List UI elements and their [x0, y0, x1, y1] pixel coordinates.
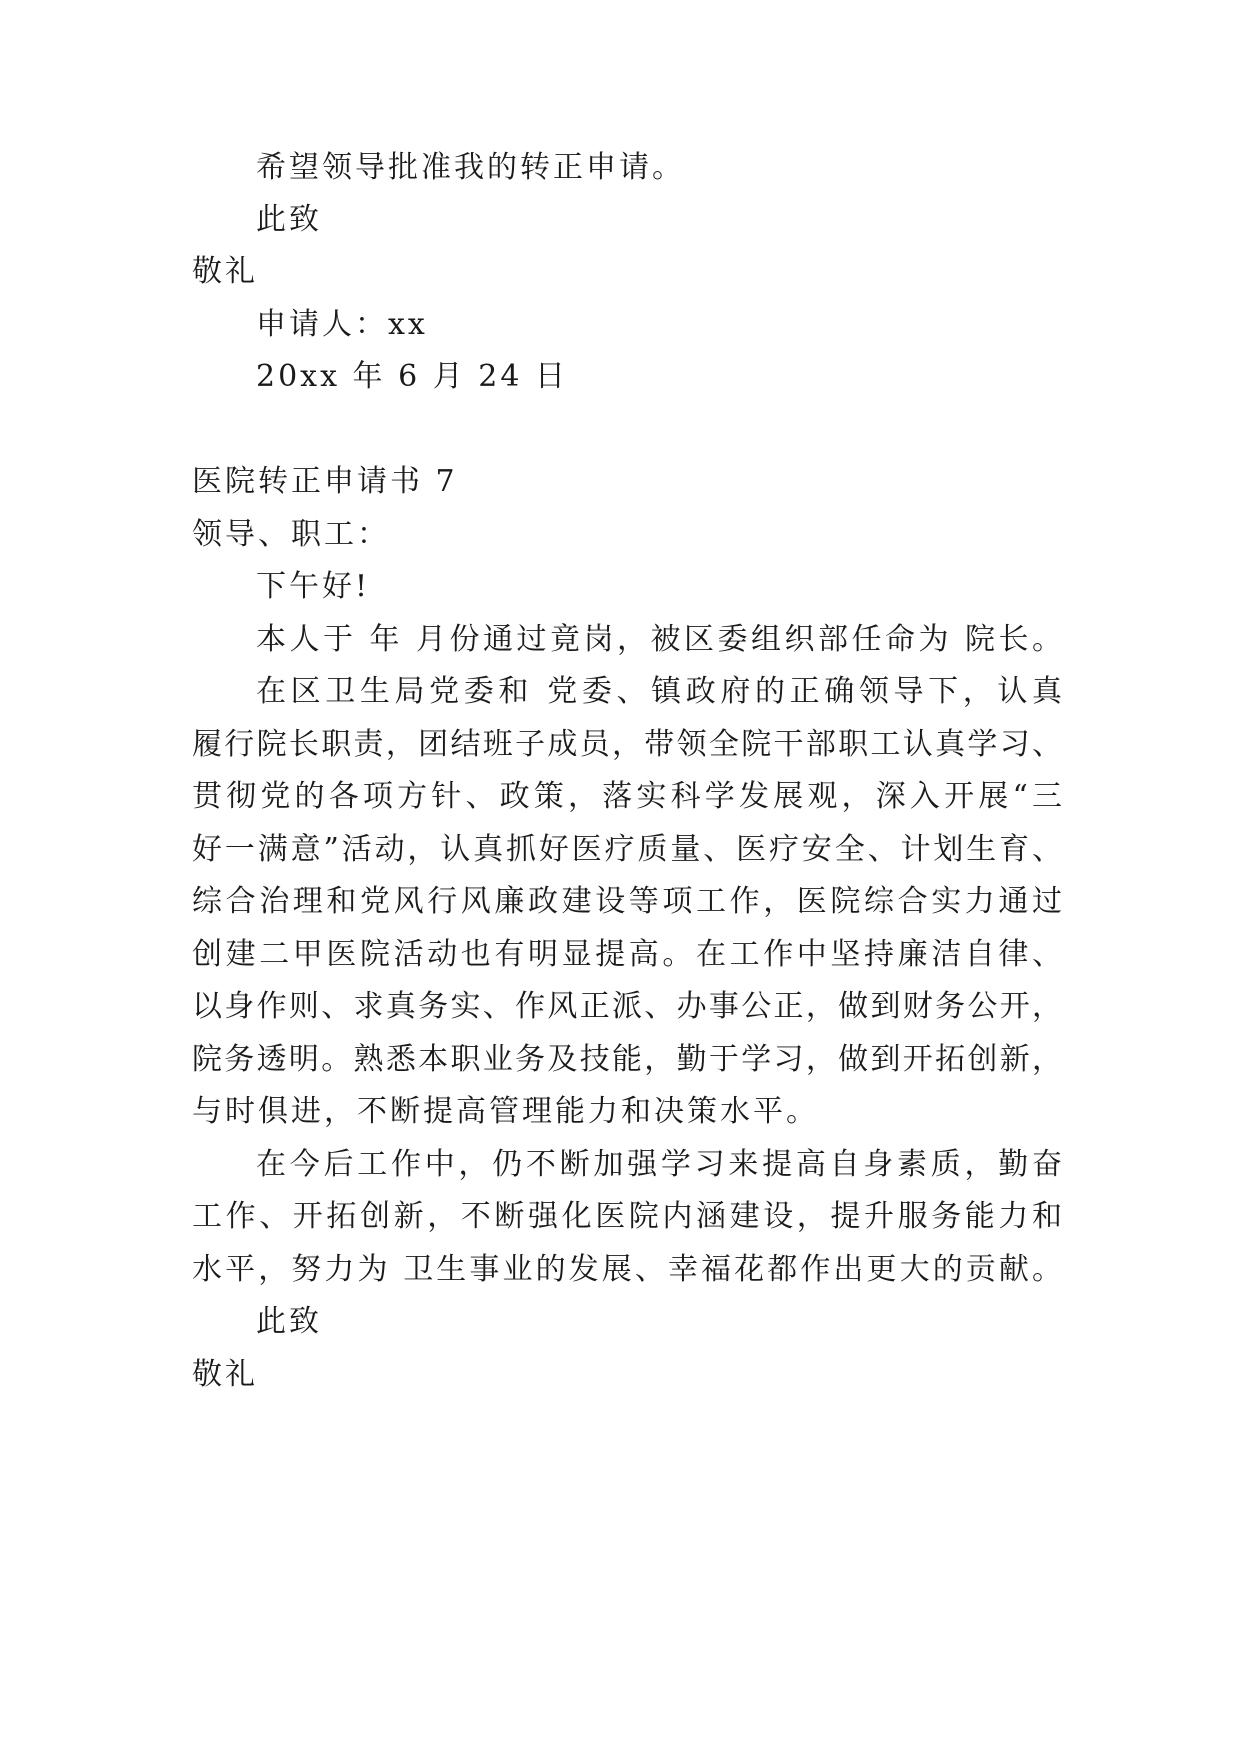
paragraph-line: 综合治理和党风行风廉政建设等项工作，医院综合实力通过	[192, 884, 1062, 919]
paragraph-line: 履行院长职责，团结班子成员，带领全院干部职工认真学习、	[192, 727, 1062, 762]
paragraph-line: 贯彻党的各项方针、政策，落实科学发展观，深入开展“三	[192, 779, 1062, 814]
salutation-jing-li: 敬礼	[192, 1357, 258, 1392]
applicant-line: 申请人：xx	[256, 307, 428, 342]
document-title: 医院转正申请书 7	[192, 464, 458, 499]
salutation-ci-zhi: 此致	[256, 202, 322, 237]
paragraph-line: 以身作则、求真务实、作风正派、办事公正，做到财务公开，	[192, 989, 1062, 1024]
paragraph-appointment: 本人于 年 月份通过竟岗，被区委组织部任命为 院长。	[256, 622, 1062, 657]
paragraph-line: 创建二甲医院活动也有明显提高。在工作中坚持廉洁自律、	[192, 937, 1062, 972]
date-line: 20xx 年 6 月 24 日	[256, 359, 568, 394]
paragraph-line: 与时俱进，不断提高管理能力和决策水平。	[192, 1094, 819, 1129]
addressee-line: 领导、职工：	[192, 517, 390, 552]
closing-line: 希望领导批准我的转正申请。	[256, 150, 685, 185]
paragraph-line: 工作、开拓创新，不断强化医院内涵建设，提升服务能力和	[192, 1199, 1062, 1234]
paragraph-line: 在区卫生局党委和 党委、镇政府的正确领导下，认真	[256, 674, 1062, 709]
paragraph-line: 在今后工作中，仍不断加强学习来提高自身素质，勤奋	[256, 1147, 1062, 1182]
paragraph-line: 好一满意”活动，认真抓好医疗质量、医疗安全、计划生育、	[192, 832, 1062, 867]
paragraph-line: 水平，努力为 卫生事业的发展、幸福花都作出更大的贡献。	[192, 1252, 1062, 1287]
paragraph-line: 院务透明。熟悉本职业务及技能，勤于学习，做到开拓创新，	[192, 1042, 1062, 1077]
salutation-ci-zhi: 此致	[256, 1304, 322, 1339]
greeting-line: 下午好!	[256, 569, 371, 604]
salutation-jing-li: 敬礼	[192, 254, 258, 289]
